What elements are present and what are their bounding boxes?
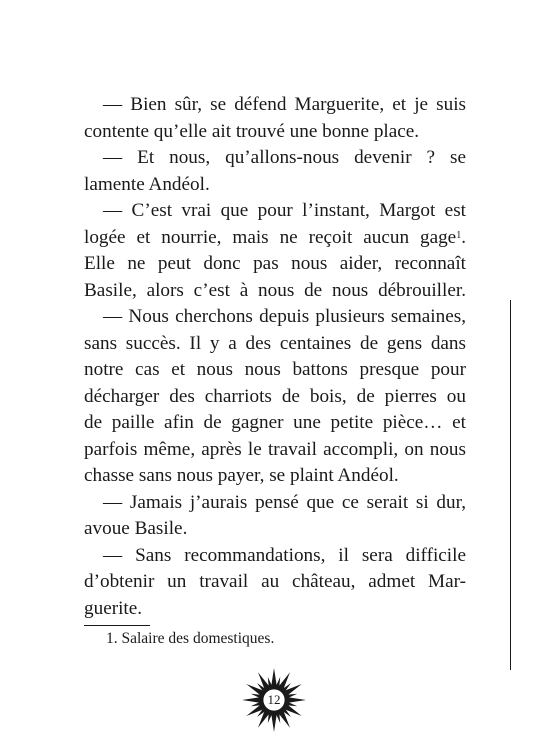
- body-line: Elle ne peut donc pas nous aider, reconnaît: [84, 253, 466, 274]
- body-line: contente qu’elle ait trouvé une bonne place.: [84, 120, 420, 142]
- margin-rule: [510, 300, 511, 670]
- body-line: — Et nous, qu’allons-nous devenir ? se: [103, 147, 466, 168]
- body-line: de paille afin de gagner une petite pièce… et: [84, 412, 466, 433]
- page-number-ornament: [240, 666, 308, 734]
- body-line: guerite.: [84, 597, 143, 619]
- body-line: — C’est vrai que pour l’instant, Margot est: [103, 200, 466, 221]
- body-line: — Jamais j’aurais pensé que ce serait si dur,: [103, 491, 466, 513]
- body-line: Basile, alors c’est à nous de nous débrouiller.: [84, 279, 466, 301]
- footnote: 1. Salaire des domestiques.: [106, 630, 275, 647]
- sentence-period: .: [461, 226, 466, 248]
- body-line: chasse sans nous payer, se plaint Andéol.: [84, 465, 399, 486]
- body-line-with-footnote: [84, 225, 466, 252]
- body-line: — Sans recommandations, il sera difficile: [103, 544, 466, 566]
- body-line: notre cas et nous nous battons presque pour: [84, 359, 466, 380]
- body-line: sans succès. Il y a des centaines de gens dans: [84, 332, 466, 354]
- body-line: d’obtenir un travail au château, admet Mar-: [84, 571, 466, 592]
- body-line: — Nous cherchons depuis plusieurs semaines,: [103, 306, 466, 327]
- body-line: lamente Andéol.: [84, 173, 210, 195]
- page-number: 12: [267, 692, 281, 707]
- body-line: parfois même, après le travail accompli, on nous: [84, 438, 466, 460]
- footnote-marker: 1: [456, 229, 462, 241]
- body-line-text: logée et nourrie, mais ne reçoit aucun gage: [84, 226, 457, 248]
- body-line: décharger des charriots de bois, de pierres ou: [84, 385, 466, 407]
- body-line: avoue Basile.: [84, 518, 188, 539]
- body-line: — Bien sûr, se défend Marguerite, et je suis: [103, 94, 466, 115]
- body-text: [84, 92, 466, 622]
